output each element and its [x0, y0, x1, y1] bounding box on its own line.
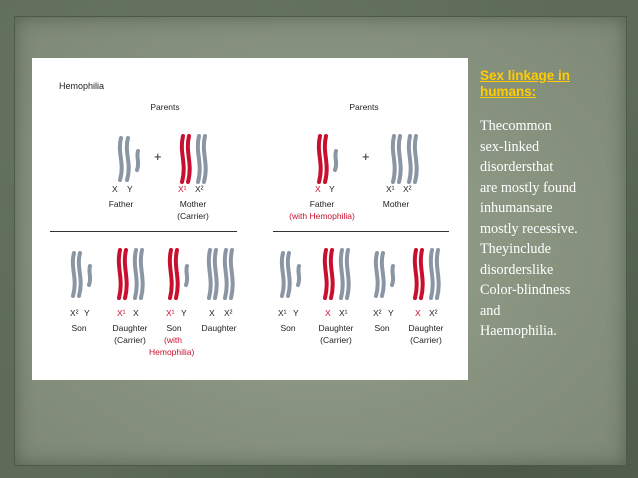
slide-body-line — [480, 198, 606, 219]
left-mother-label: Mother — [179, 199, 207, 209]
left-daughter2-allele-2: X² — [224, 308, 233, 318]
figure-title: Hemophilia — [59, 81, 105, 91]
slide-body-word: and — [480, 302, 501, 319]
right-daughter2-sublabel: (Carrier) — [410, 335, 442, 345]
slide-body-word: The — [480, 118, 503, 134]
chromosome-drawing — [32, 58, 468, 380]
right-son1-allele-2: Y — [293, 308, 299, 318]
slide-body-line — [480, 260, 606, 281]
right-mother-label: Mother — [382, 199, 410, 209]
right-daughter1-allele-2: X¹ — [339, 308, 348, 318]
left-divider — [50, 231, 237, 232]
right-son2-allele-2: Y — [388, 308, 394, 318]
right-father-allele-y: Y — [329, 184, 335, 194]
left-father-label: Father — [108, 199, 134, 209]
slide-body-word: include — [509, 241, 551, 257]
slide-body-word: They — [480, 241, 510, 257]
slide-body-line — [480, 116, 606, 137]
left-son2-allele-1: X¹ — [166, 308, 175, 318]
slide-body-line — [480, 219, 606, 240]
slide-body-word: common — [502, 118, 552, 134]
slide-body-line — [480, 178, 606, 199]
slide-body-word: mostly recessive. — [480, 220, 578, 237]
slide-body-line — [480, 321, 606, 342]
right-divider — [273, 231, 449, 232]
slide-body-word: sex-linked — [480, 138, 540, 155]
slide-body-line — [480, 137, 606, 158]
slide-body-word: humans — [491, 200, 536, 216]
right-mother-allele-2: X² — [403, 184, 412, 194]
right-offspring-chromosomes — [282, 250, 439, 298]
left-mother-allele-1: X¹ — [178, 184, 187, 194]
left-son1-label: Son — [71, 323, 87, 333]
left-daughter2-label: Daughter — [201, 323, 237, 333]
right-daughter1-allele-1: X — [325, 308, 331, 318]
right-daughter2-allele-2: X² — [429, 308, 438, 318]
left-mother-allele-2: X² — [195, 184, 204, 194]
left-daughter1-sublabel: (Carrier) — [114, 335, 146, 345]
right-father-allele-x: X — [315, 184, 321, 194]
slide-body-line — [480, 280, 606, 301]
right-father-sublabel: (with Hemophilia) — [289, 211, 355, 221]
left-son1-allele-2: Y — [84, 308, 90, 318]
left-mother-sublabel: (Carrier) — [177, 211, 209, 221]
right-parents-label: Parents — [349, 102, 379, 112]
right-plus-sign: + — [362, 149, 370, 164]
left-daughter1-allele-2: X — [133, 308, 139, 318]
left-mother-chromosomes — [182, 136, 206, 182]
left-father-chromosomes — [120, 138, 138, 180]
slide-body-word: are — [535, 200, 553, 216]
right-mother-allele-1: X¹ — [386, 184, 395, 194]
slide-body-line — [480, 239, 606, 260]
left-son1-allele-1: X² — [70, 308, 79, 318]
left-son2-allele-2: Y — [181, 308, 187, 318]
slide-body-word: Haemophilia. — [480, 323, 557, 339]
right-son1-label: Son — [280, 323, 296, 333]
left-son2-sublabel2: Hemophilia) — [149, 347, 195, 357]
slide-body-word: like — [532, 261, 554, 278]
slide-title — [480, 68, 610, 100]
left-daughter1-label: Daughter — [112, 323, 148, 333]
left-parents-label: Parents — [150, 102, 180, 112]
slide-body-word: disorders — [480, 159, 533, 175]
slide-body-line — [480, 157, 606, 178]
right-son2-allele-1: X² — [373, 308, 382, 318]
slide-body-word: that — [532, 159, 554, 175]
slide-title-line2: humans: — [480, 84, 537, 99]
left-daughter2-allele-1: X — [209, 308, 215, 318]
slide-body-word: disorders — [480, 261, 533, 278]
hemophilia-figure — [32, 58, 468, 380]
left-father-allele-y: Y — [127, 184, 133, 194]
right-son2-label: Son — [374, 323, 390, 333]
left-plus-sign: + — [154, 149, 162, 164]
slide-body-line — [480, 301, 606, 322]
right-father-chromosomes — [319, 136, 336, 182]
right-father-label: Father — [309, 199, 335, 209]
left-offspring-chromosomes — [73, 250, 233, 298]
right-mother-chromosomes — [393, 136, 417, 182]
right-son1-allele-1: X¹ — [278, 308, 287, 318]
left-son2-sublabel: (with — [164, 335, 182, 345]
right-daughter2-allele-1: X — [415, 308, 421, 318]
slide-title-line1: Sex linkage in — [480, 68, 571, 83]
slide-body-word: are mostly found — [480, 179, 577, 196]
right-daughter2-label: Daughter — [408, 323, 444, 333]
left-son2-label: Son — [166, 323, 182, 333]
left-daughter1-allele-1: X¹ — [117, 308, 126, 318]
slide-body-word: in — [480, 200, 492, 216]
right-daughter1-sublabel: (Carrier) — [320, 335, 352, 345]
left-father-allele-x: X — [112, 184, 118, 194]
slide-body-text — [480, 116, 606, 342]
right-daughter1-label: Daughter — [318, 323, 354, 333]
slide-body-word: Color-blindness — [480, 282, 571, 298]
